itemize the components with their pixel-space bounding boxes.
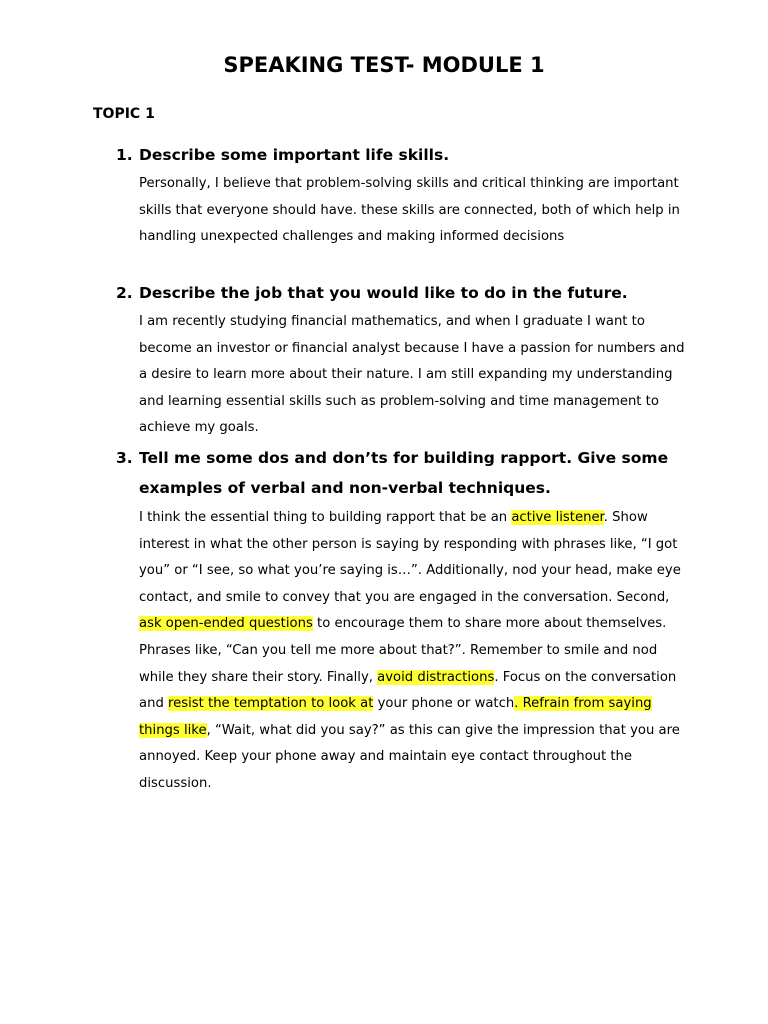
- question-1-text: Describe some important life skills.: [139, 146, 450, 164]
- answer-3-segment: to encourage them to share more about themselves. Phrases like, “Can you tell me more about that?”. Remember to smile and nod while they share their story. Finally,: [139, 616, 667, 685]
- question-1-number: 1.: [116, 146, 133, 164]
- answer-2: I am recently studying financial mathematics, and when I graduate I want to become an investor or financial analyst because I have a passion for numbers and a desire to learn more about their nature. I am still expanding my understanding and learning essential skills such as problem-solving and time management to achieve my goals.: [139, 314, 685, 436]
- answer-3-segment: I think the essential thing to building rapport that be an: [139, 510, 512, 525]
- highlight-refrain-from-saying: . Refrain from saying things like: [139, 696, 652, 738]
- answer-3: [139, 505, 691, 798]
- highlight-avoid-distractions: avoid distractions: [377, 669, 495, 685]
- answer-3-segment: your phone or watch: [373, 696, 515, 712]
- answer-3-segment: . Focus on the conversation and: [139, 669, 677, 712]
- highlight-ask-open-ended-questions: ask open-ended questions: [139, 616, 313, 632]
- highlight-resist-temptation: resist the temptation to look at: [168, 696, 374, 712]
- page-title: SPEAKING TEST- MODULE 1: [223, 53, 545, 77]
- question-2-number: 2.: [116, 284, 133, 302]
- question-2-text: Describe the job that you would like to do in the future.: [139, 284, 628, 302]
- answer-1: Personally, I believe that problem-solving skills and critical thinking are important skills that everyone should have. these skills are connected, both of which help in handling unexpected challenges and making informed decisions: [139, 176, 680, 245]
- question-3-text: Tell me some dos and don’ts for building rapport. Give some examples of verbal and non-verbal techniques.: [139, 449, 669, 497]
- question-3-number: 3.: [116, 449, 133, 467]
- topic-heading: TOPIC 1: [93, 106, 155, 122]
- answer-3-segment: , “Wait, what did you say?” as this can give the impression that you are annoyed. Keep your phone away and maintain eye contact throughout the discussion.: [139, 722, 680, 791]
- answer-3-segment: . Show interest in what the other person is saying by responding with phrases like, “I got you” or “I see, so what you’re saying is…”. Additionally, nod your head, make eye contact, and smile to convey that you are engaged in the conversation. Second,: [139, 510, 681, 605]
- highlight-active-listener: active listener: [511, 510, 604, 525]
